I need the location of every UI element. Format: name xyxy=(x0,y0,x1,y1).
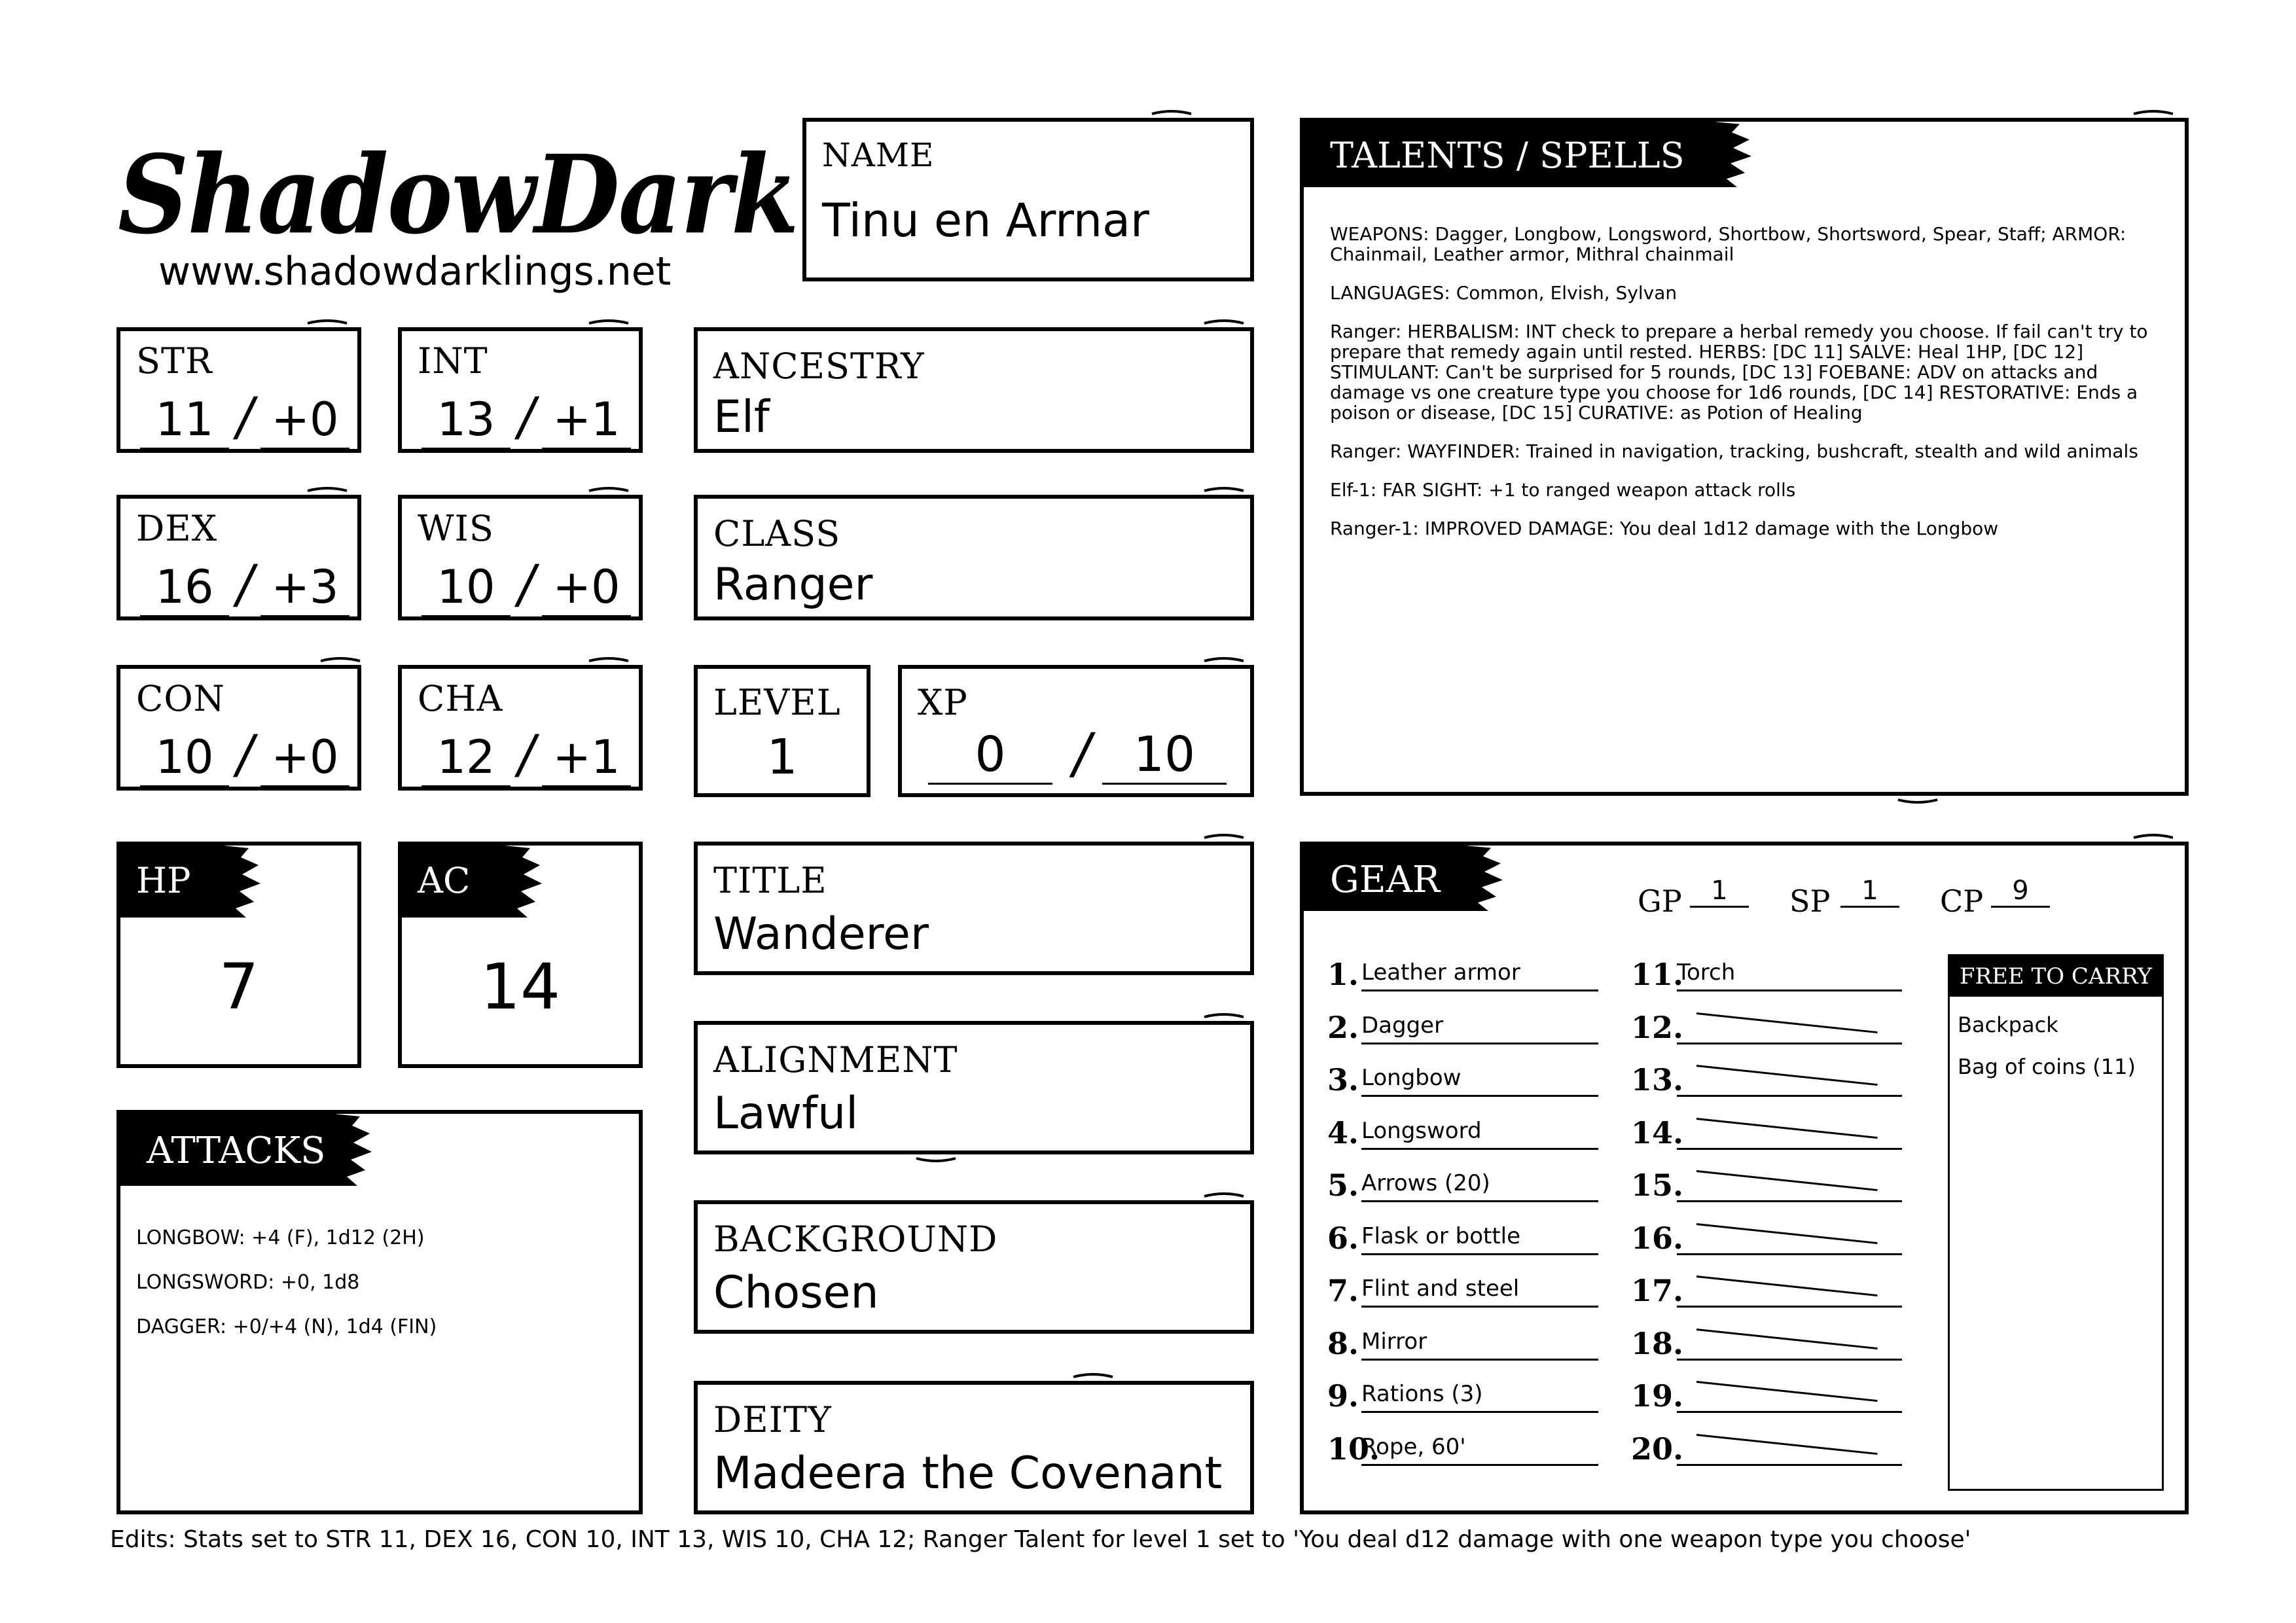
gear-slot-number: 13. xyxy=(1631,1062,1684,1097)
gear-slot-number: 6. xyxy=(1327,1220,1359,1256)
gear-slot-number: 15. xyxy=(1631,1168,1684,1203)
gear-slot-line xyxy=(1677,1411,1902,1413)
gp-value[interactable]: 1 xyxy=(1690,876,1749,908)
gear-slot-line xyxy=(1361,1411,1598,1413)
attack-item: LONGBOW: +4 (F), 1d12 (2H) xyxy=(136,1226,425,1249)
talents-list xyxy=(1330,224,2168,557)
ancestry-box xyxy=(694,327,1254,453)
gear-slot-number: 14. xyxy=(1631,1115,1684,1150)
talent-item: Ranger: HERBALISM: INT check to prepare a herbal remedy you choose. If fail can't try to prepare that remedy again until rested. HERBS: [DC 11] SALVE: Heal 1HP, [DC 12] STIMULANT: Can't be surprised for 5 rounds, [DC 13] FOEBANE: ADV on attacks and damage vs one creature type you choose for 1d6 rounds, [DC 14] RESTORATIVE: Ends a poison or disease, [DC 15] CURATIVE: as Potion of Healing xyxy=(1330,321,2148,423)
gear-slot-line xyxy=(1361,1043,1598,1044)
gear-slot-number: 19. xyxy=(1631,1378,1684,1414)
gear-slot-line xyxy=(1361,1306,1598,1308)
gear-slot-line xyxy=(1677,1464,1902,1466)
stat-cha xyxy=(398,665,643,791)
stat-int-score[interactable]: 13 xyxy=(422,393,511,450)
ancestry-label: ANCESTRY xyxy=(713,346,925,387)
gear-slot-number: 7. xyxy=(1327,1273,1359,1308)
stat-dex xyxy=(117,495,361,620)
stat-dex-score[interactable]: 16 xyxy=(140,560,229,617)
hp-label: HP xyxy=(136,860,191,901)
gear-slot-line xyxy=(1677,1148,1902,1150)
ac-banner xyxy=(402,846,507,918)
gear-slot-unavailable-strike xyxy=(1696,1170,1878,1191)
gear-slot-item[interactable]: Longbow xyxy=(1361,1065,1462,1091)
gp-label: GP xyxy=(1638,883,1682,919)
xp-slash: / xyxy=(1067,721,1098,785)
ac-banner-tatter xyxy=(504,846,543,918)
stat-str-score[interactable]: 11 xyxy=(140,393,229,450)
gear-slot-line xyxy=(1677,1253,1902,1255)
stat-wis xyxy=(398,495,643,620)
gear-slot-item[interactable]: Mirror xyxy=(1361,1328,1427,1355)
xp-current[interactable]: 0 xyxy=(928,726,1052,785)
background-value[interactable]: Chosen xyxy=(713,1267,879,1319)
free-to-carry-label: FREE TO CARRY xyxy=(1950,956,2162,997)
stat-int-slash: / xyxy=(512,386,542,447)
cp-label: CP xyxy=(1940,883,1984,919)
gear-slot-number: 9. xyxy=(1327,1378,1359,1414)
stat-dex-label: DEX xyxy=(136,508,218,549)
stat-str-slash: / xyxy=(231,386,260,447)
ac-label: AC xyxy=(418,860,471,901)
stat-int-label: INT xyxy=(418,340,488,382)
class-value[interactable]: Ranger xyxy=(713,559,873,611)
stat-dex-mod[interactable]: +3 xyxy=(260,560,350,617)
gear-slot-number: 1. xyxy=(1327,957,1359,992)
stat-str-mod[interactable]: +0 xyxy=(260,393,350,450)
stat-wis-label: WIS xyxy=(418,508,494,549)
gear-slot-item[interactable]: Longsword xyxy=(1361,1117,1482,1144)
gear-banner xyxy=(1304,846,1467,911)
talents-banner xyxy=(1304,122,1716,187)
stat-con-slash: / xyxy=(231,724,260,785)
attack-item: LONGSWORD: +0, 1d8 xyxy=(136,1271,360,1294)
class-label: CLASS xyxy=(713,513,841,554)
stat-wis-slash: / xyxy=(512,554,542,615)
gear-slot-item[interactable]: Leather armor xyxy=(1361,959,1520,986)
xp-next[interactable]: 10 xyxy=(1102,726,1227,785)
gear-slot-number: 12. xyxy=(1631,1009,1684,1045)
stat-con-mod[interactable]: +0 xyxy=(260,730,350,787)
stat-int xyxy=(398,327,643,453)
stat-con-score[interactable]: 10 xyxy=(140,730,229,787)
talent-item: Elf-1: FAR SIGHT: +1 to ranged weapon attack rolls xyxy=(1330,479,1796,501)
name-value[interactable]: Tinu en Arrnar xyxy=(822,194,1149,247)
hp-value[interactable]: 7 xyxy=(219,950,259,1024)
logo-title: ShadowDark xyxy=(118,132,798,259)
sp-label: SP xyxy=(1789,883,1831,919)
gear-slot-line xyxy=(1677,1306,1902,1308)
gear-slot-line xyxy=(1677,1095,1902,1097)
gear-slot-unavailable-strike xyxy=(1696,1118,1878,1139)
cp-value[interactable]: 9 xyxy=(1991,876,2050,908)
stat-con xyxy=(117,665,361,791)
deity-box xyxy=(694,1381,1254,1514)
background-label: BACKGROUND xyxy=(713,1219,998,1260)
gear-slot-unavailable-strike xyxy=(1696,1434,1878,1455)
talent-item: Ranger-1: IMPROVED DAMAGE: You deal 1d12 damage with the Longbow xyxy=(1330,518,1999,539)
talent-item: LANGUAGES: Common, Elvish, Sylvan xyxy=(1330,282,1677,304)
stat-con-label: CON xyxy=(136,678,225,719)
ac-value[interactable]: 14 xyxy=(480,950,561,1024)
stat-cha-slash: / xyxy=(512,724,542,785)
free-item: Bag of coins (11) xyxy=(1958,1054,2136,1079)
gear-slot-line xyxy=(1361,1464,1598,1466)
gear-slot-number: 10. xyxy=(1327,1431,1380,1467)
gear-slot-number: 4. xyxy=(1327,1115,1359,1150)
deity-value[interactable]: Madeera the Covenant xyxy=(713,1448,1223,1499)
gear-slot-item[interactable]: Rope, 60' xyxy=(1361,1433,1466,1460)
title-box xyxy=(694,842,1254,975)
gear-slot-unavailable-strike xyxy=(1696,1012,1878,1033)
footer-note: Edits: Stats set to STR 11, DEX 16, CON 10, INT 13, WIS 10, CHA 12; Ranger Talent for level 1 set to 'You deal d12 damage with one weapon type you choose' xyxy=(110,1526,1971,1553)
gear-slot-line xyxy=(1361,1148,1598,1150)
attacks-box xyxy=(117,1110,643,1514)
stat-str xyxy=(117,327,361,453)
stat-int-mod[interactable]: +1 xyxy=(542,393,631,450)
talent-item: WEAPONS: Dagger, Longbow, Longsword, Shortbow, Shortsword, Spear, Staff; ARMOR: Chainmail, Leather armor, Mithral chainmail xyxy=(1330,223,2126,265)
gear-label: GEAR xyxy=(1330,859,1441,901)
gear-slot-number: 5. xyxy=(1327,1168,1359,1203)
deity-label: DEITY xyxy=(713,1399,832,1440)
gear-slot-line xyxy=(1677,1359,1902,1361)
gear-slot-unavailable-strike xyxy=(1696,1065,1878,1086)
talent-item: Ranger: WAYFINDER: Trained in navigation, tracking, bushcraft, stealth and wild animals xyxy=(1330,440,2138,462)
gear-slot-number: 3. xyxy=(1327,1062,1359,1097)
title-value[interactable]: Wanderer xyxy=(713,908,929,960)
gear-slot-number: 2. xyxy=(1327,1009,1359,1045)
attacks-banner xyxy=(120,1114,336,1186)
title-label: TITLE xyxy=(713,860,827,901)
alignment-box xyxy=(694,1021,1254,1154)
attacks-banner-tatter xyxy=(334,1114,373,1186)
gear-slot-item[interactable]: Flint and steel xyxy=(1361,1275,1520,1302)
talents-banner-tatter xyxy=(1713,122,1753,187)
talents-box xyxy=(1300,118,2189,796)
gear-slot-number: 16. xyxy=(1631,1220,1684,1256)
class-box xyxy=(694,495,1254,620)
free-to-carry-box xyxy=(1948,954,2164,1491)
sp-value[interactable]: 1 xyxy=(1840,876,1899,908)
xp-box xyxy=(898,665,1254,797)
talents-label: TALENTS / SPELLS xyxy=(1330,135,1685,176)
level-label: LEVEL xyxy=(713,682,841,723)
gear-slot-item[interactable]: Dagger xyxy=(1361,1012,1444,1039)
alignment-label: ALIGNMENT xyxy=(713,1039,958,1080)
logo-url: www.shadowdarklings.net xyxy=(158,249,672,294)
hp-box xyxy=(117,842,361,1068)
gear-slot-number: 20. xyxy=(1631,1431,1684,1467)
stat-wis-score[interactable]: 10 xyxy=(422,560,511,617)
hp-banner xyxy=(120,846,225,918)
gear-slot-unavailable-strike xyxy=(1696,1381,1878,1402)
gear-slot-item[interactable]: Flask or bottle xyxy=(1361,1222,1521,1249)
free-item: Backpack xyxy=(1958,1012,2058,1037)
gear-slot-item[interactable]: Rations (3) xyxy=(1361,1381,1483,1407)
gear-slot-unavailable-strike xyxy=(1696,1275,1878,1296)
gear-slot-unavailable-strike xyxy=(1696,1223,1878,1244)
xp-label: XP xyxy=(918,682,968,723)
gear-slot-line xyxy=(1361,1359,1598,1361)
stat-wis-mod[interactable]: +0 xyxy=(542,560,631,617)
stat-cha-label: CHA xyxy=(418,678,503,719)
gear-slot-line xyxy=(1361,1095,1598,1097)
gear-slot-unavailable-strike xyxy=(1696,1329,1878,1349)
stat-cha-mod[interactable]: +1 xyxy=(542,730,631,787)
name-label: NAME xyxy=(822,136,935,174)
ac-box xyxy=(398,842,643,1068)
alignment-value[interactable]: Lawful xyxy=(713,1088,859,1139)
gear-slot-number: 17. xyxy=(1631,1273,1684,1308)
stat-cha-score[interactable]: 12 xyxy=(422,730,511,787)
ancestry-value[interactable]: Elf xyxy=(713,391,770,443)
gear-slot-line xyxy=(1677,1043,1902,1044)
gear-slot-line xyxy=(1361,1253,1598,1255)
gear-slot-line xyxy=(1361,1200,1598,1202)
hp-banner-tatter xyxy=(223,846,262,918)
stat-str-label: STR xyxy=(136,340,213,382)
gear-slot-item[interactable]: Arrows (20) xyxy=(1361,1170,1490,1196)
gear-banner-tatter xyxy=(1465,846,1504,911)
gear-slot-number: 18. xyxy=(1631,1325,1684,1361)
level-value[interactable]: 1 xyxy=(766,729,798,785)
gear-slot-line xyxy=(1677,990,1902,991)
attack-item: DAGGER: +0/+4 (N), 1d4 (FIN) xyxy=(136,1315,437,1338)
gear-box xyxy=(1300,842,2189,1514)
attacks-label: ATTACKS xyxy=(147,1130,326,1172)
background-box xyxy=(694,1200,1254,1334)
gear-slot-number: 11. xyxy=(1631,957,1684,992)
gear-slot-line xyxy=(1361,990,1598,991)
gear-slot-line xyxy=(1677,1200,1902,1202)
name-box xyxy=(802,118,1254,281)
gear-slot-number: 8. xyxy=(1327,1325,1359,1361)
stat-dex-slash: / xyxy=(231,554,260,615)
level-box xyxy=(694,665,870,797)
gear-slot-item[interactable]: Torch xyxy=(1677,959,1736,986)
